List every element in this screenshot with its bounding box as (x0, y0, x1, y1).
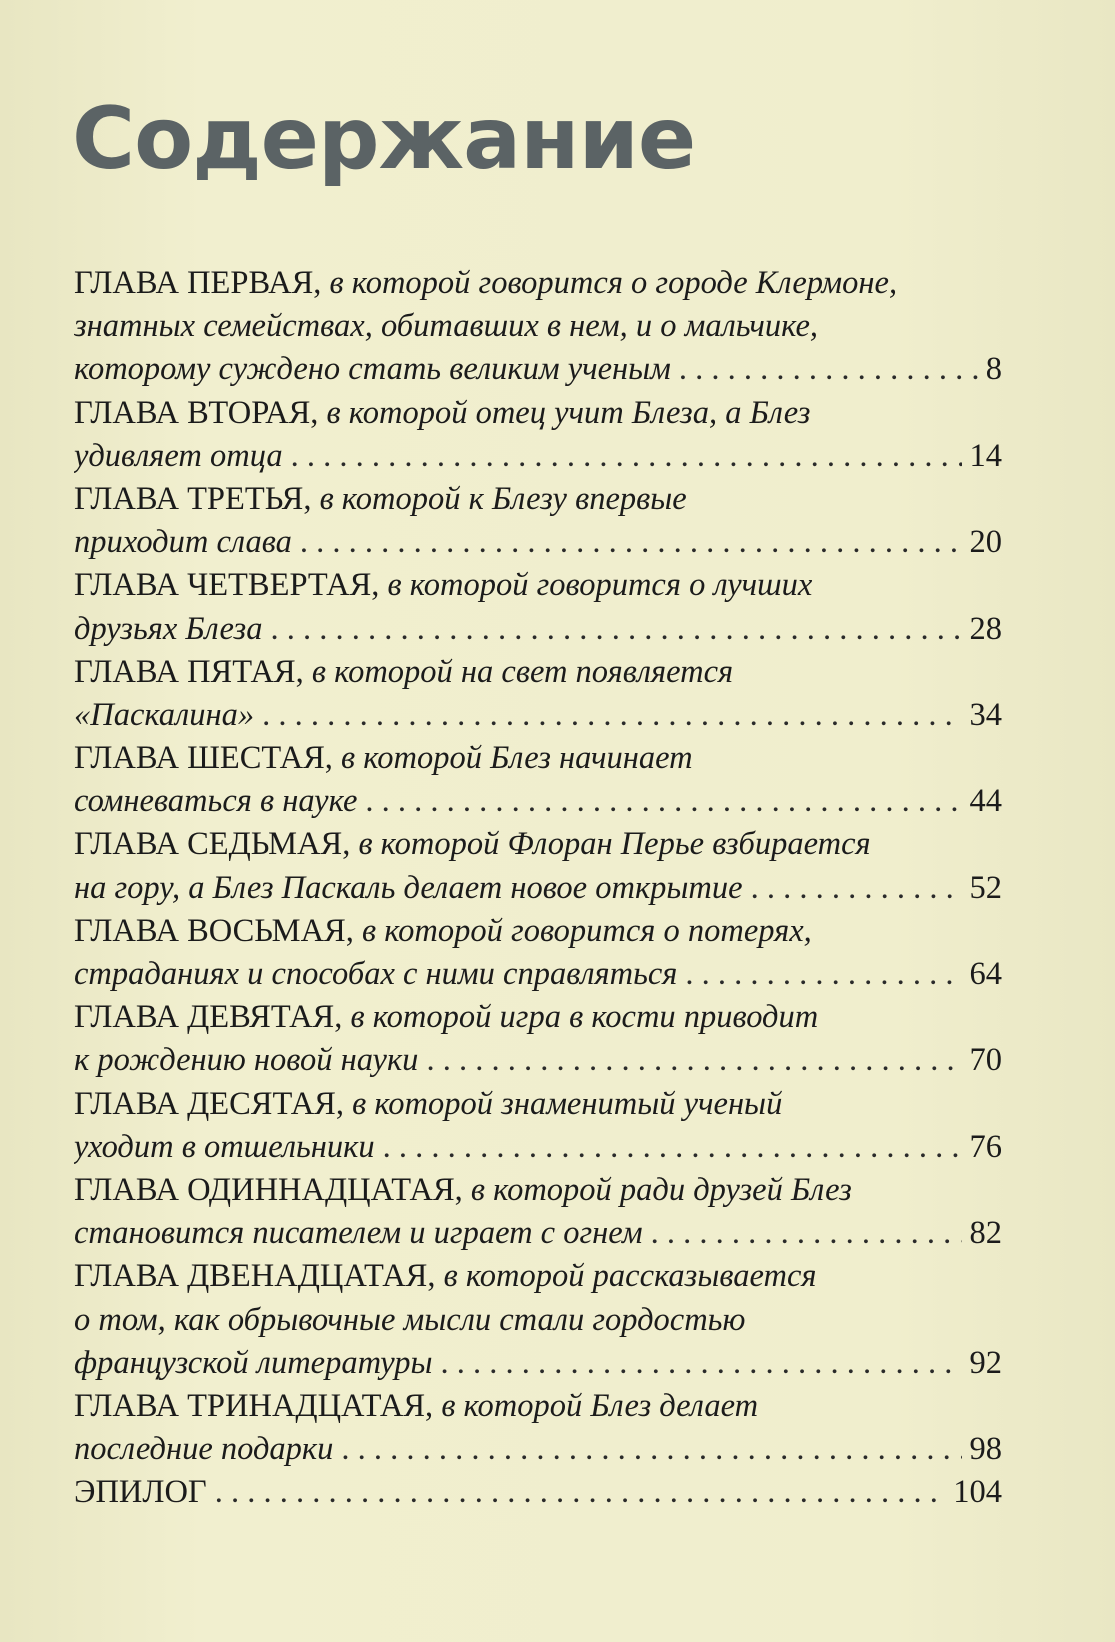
chapter-description: становится писателем и играет с огнем (74, 1215, 643, 1252)
chapter-description: в которой знаменитый ученый (352, 1085, 783, 1122)
toc-line-text (74, 395, 810, 431)
chapter-description: «Паскалина» (74, 696, 255, 733)
chapter-description: страданиях и способах с ними справляться (74, 956, 678, 992)
dot-leader (383, 1126, 962, 1169)
chapter-description: в которой говорится о городе Клермоне, (329, 265, 898, 301)
chapter-label: ГЛАВА ВТОРАЯ, (74, 394, 327, 431)
chapter-description: друзьях Блеза (74, 610, 263, 647)
toc-entry (74, 823, 1002, 909)
toc-entry (74, 1471, 1002, 1514)
toc-line (74, 867, 1002, 910)
toc-line (74, 694, 1002, 737)
chapter-description: удивляет отца (74, 437, 283, 474)
chapter-description: французской литературы (74, 1344, 433, 1381)
chapter-description: в которой к Блезу впервые (319, 480, 687, 517)
chapter-description: в которой Флоран Перье взбирается (358, 826, 871, 863)
toc-entry (74, 651, 1002, 737)
toc-line (74, 1428, 1002, 1471)
toc-line-text (74, 567, 812, 603)
chapter-label: ГЛАВА ТРИНАДЦАТАЯ, (74, 1387, 442, 1424)
toc-line (74, 348, 1002, 391)
toc-line (74, 478, 1002, 521)
dot-leader (441, 1342, 962, 1385)
page-number: 52 (969, 869, 1002, 906)
toc-line (74, 305, 1002, 348)
toc-line (74, 1039, 1002, 1082)
page-number: 14 (969, 437, 1002, 474)
chapter-description: сомневаться в науке (74, 783, 358, 820)
toc-line-text (74, 1258, 816, 1294)
toc-line (74, 1169, 1002, 1212)
toc-line-text (74, 308, 818, 344)
chapter-label: ГЛАВА ПЯТАЯ, (74, 653, 312, 690)
toc-line-text (74, 740, 693, 776)
toc-line-text (74, 694, 254, 737)
dot-leader (270, 608, 961, 651)
dot-leader (685, 953, 961, 996)
chapter-description: в которой на свет появляется (311, 653, 734, 690)
toc-line (74, 737, 1002, 780)
chapter-description: к рождению новой науки (74, 1042, 419, 1079)
toc-line (74, 1342, 1002, 1385)
toc-line-text (74, 913, 812, 949)
dot-leader (262, 694, 961, 737)
chapter-description: в которой Блез начинает (341, 740, 693, 777)
toc-line-text (74, 999, 818, 1035)
dot-leader (215, 1471, 946, 1514)
page-number: 98 (969, 1431, 1002, 1468)
toc-line-text (74, 780, 357, 823)
toc-line (74, 1385, 1002, 1428)
dot-leader (365, 780, 961, 823)
chapter-description: приходит слава (74, 524, 292, 561)
chapter-description: в которой Блез делает (441, 1387, 759, 1424)
toc-entry (74, 1083, 1002, 1169)
toc-entry (74, 996, 1002, 1082)
chapter-description: о том, как обрывочные мысли стали гордостью (74, 1301, 746, 1338)
page-number: 28 (969, 610, 1002, 647)
chapter-label: ГЛАВА СЕДЬМАЯ, (74, 826, 359, 863)
toc-line (74, 823, 1002, 866)
chapter-label: ЭПИЛОГ (74, 1474, 207, 1511)
page-number: 76 (969, 1128, 1002, 1165)
toc-line-text (74, 1342, 433, 1385)
toc-line-text (74, 1388, 758, 1424)
dot-leader (679, 348, 978, 391)
toc-line (74, 1126, 1002, 1169)
toc-line-text (74, 826, 871, 862)
toc-entry (74, 564, 1002, 650)
chapter-description: на гору, а Блез Паскаль делает новое открытие (74, 869, 743, 906)
toc-line (74, 1255, 1002, 1298)
toc-line-text (74, 1302, 745, 1338)
table-of-contents (74, 262, 1002, 1514)
toc-line-text (74, 654, 733, 690)
chapter-label: ГЛАВА ТРЕТЬЯ, (74, 480, 320, 517)
page-number: 20 (969, 524, 1002, 561)
chapter-label: ГЛАВА ДЕВЯТАЯ, (74, 999, 351, 1036)
chapter-label: ГЛАВА ЧЕТВЕРТАЯ, (74, 567, 388, 604)
toc-line-text (74, 1126, 375, 1169)
page-number: 92 (969, 1344, 1002, 1381)
page-number: 104 (953, 1474, 1002, 1511)
toc-line-text (74, 608, 262, 651)
chapter-label: ГЛАВА ПЕРВАЯ, (74, 265, 330, 301)
chapter-label: ГЛАВА ВОСЬМАЯ, (74, 912, 362, 949)
page-number: 34 (969, 696, 1002, 733)
toc-line-text (74, 265, 897, 301)
chapter-description: в которой ради друзей Блез (470, 1171, 852, 1208)
toc-entry (74, 910, 1002, 996)
toc-line-text (74, 1471, 207, 1514)
page-number: 8 (985, 351, 1002, 388)
chapter-label: ГЛАВА ДЕСЯТАЯ, (74, 1085, 353, 1122)
toc-entry (74, 737, 1002, 823)
toc-line (74, 392, 1002, 435)
chapter-description: которому суждено стать великим ученым (74, 351, 671, 388)
toc-entry (74, 392, 1002, 478)
page-number: 82 (969, 1215, 1002, 1252)
toc-entry (74, 1385, 1002, 1471)
toc-line (74, 608, 1002, 651)
toc-entry (74, 478, 1002, 564)
toc-line (74, 651, 1002, 694)
toc-line-text (74, 1086, 782, 1122)
chapter-description: знатных семействах, обитавших в нем, и о мальчике, (74, 308, 819, 345)
toc-line (74, 910, 1002, 953)
chapter-label: ГЛАВА ДВЕНАДЦАТАЯ, (74, 1258, 444, 1295)
dot-leader (300, 521, 962, 564)
chapter-label: ГЛАВА ШЕСТАЯ, (74, 740, 342, 777)
page-number: 44 (969, 783, 1002, 820)
toc-line-text (74, 953, 677, 996)
toc-line (74, 1083, 1002, 1126)
toc-line (74, 1212, 1002, 1255)
chapter-label: ГЛАВА ОДИННАДЦАТАЯ, (74, 1171, 471, 1208)
toc-line (74, 953, 1002, 996)
toc-line (74, 996, 1002, 1039)
chapter-description: последние подарки (74, 1431, 334, 1468)
dot-leader (751, 867, 962, 910)
page-number: 70 (969, 1042, 1002, 1079)
dot-leader (651, 1212, 962, 1255)
toc-line-text (74, 1428, 333, 1471)
toc-line (74, 780, 1002, 823)
chapter-description: уходит в отшельники (74, 1128, 375, 1165)
toc-line (74, 1471, 1002, 1514)
dot-leader (341, 1428, 961, 1471)
page-number: 64 (969, 956, 1002, 992)
toc-entry (74, 1169, 1002, 1255)
toc-entry (74, 262, 1002, 392)
chapter-description: в которой говорится о потерях, (361, 912, 812, 949)
chapter-description: в которой отец учит Блеза, а Блез (326, 394, 811, 431)
toc-line (74, 521, 1002, 564)
dot-leader (426, 1039, 961, 1082)
toc-line-text (74, 521, 292, 564)
toc-line-text (74, 481, 687, 517)
toc-line (74, 262, 1002, 305)
toc-line-text (74, 1039, 418, 1082)
toc-line-text (74, 1172, 852, 1208)
dot-leader (291, 435, 962, 478)
toc-line (74, 564, 1002, 607)
toc-line-text (74, 1212, 643, 1255)
toc-line-text (74, 348, 671, 391)
page-title: Содержание (72, 89, 696, 189)
toc-line (74, 1299, 1002, 1342)
chapter-description: в которой говорится о лучших (387, 567, 813, 604)
chapter-description: в которой игра в кости приводит (350, 999, 819, 1036)
toc-line (74, 435, 1002, 478)
chapter-description: в которой рассказывается (443, 1258, 817, 1295)
toc-line-text (74, 435, 283, 478)
toc-entry (74, 1255, 1002, 1385)
toc-line-text (74, 867, 743, 910)
